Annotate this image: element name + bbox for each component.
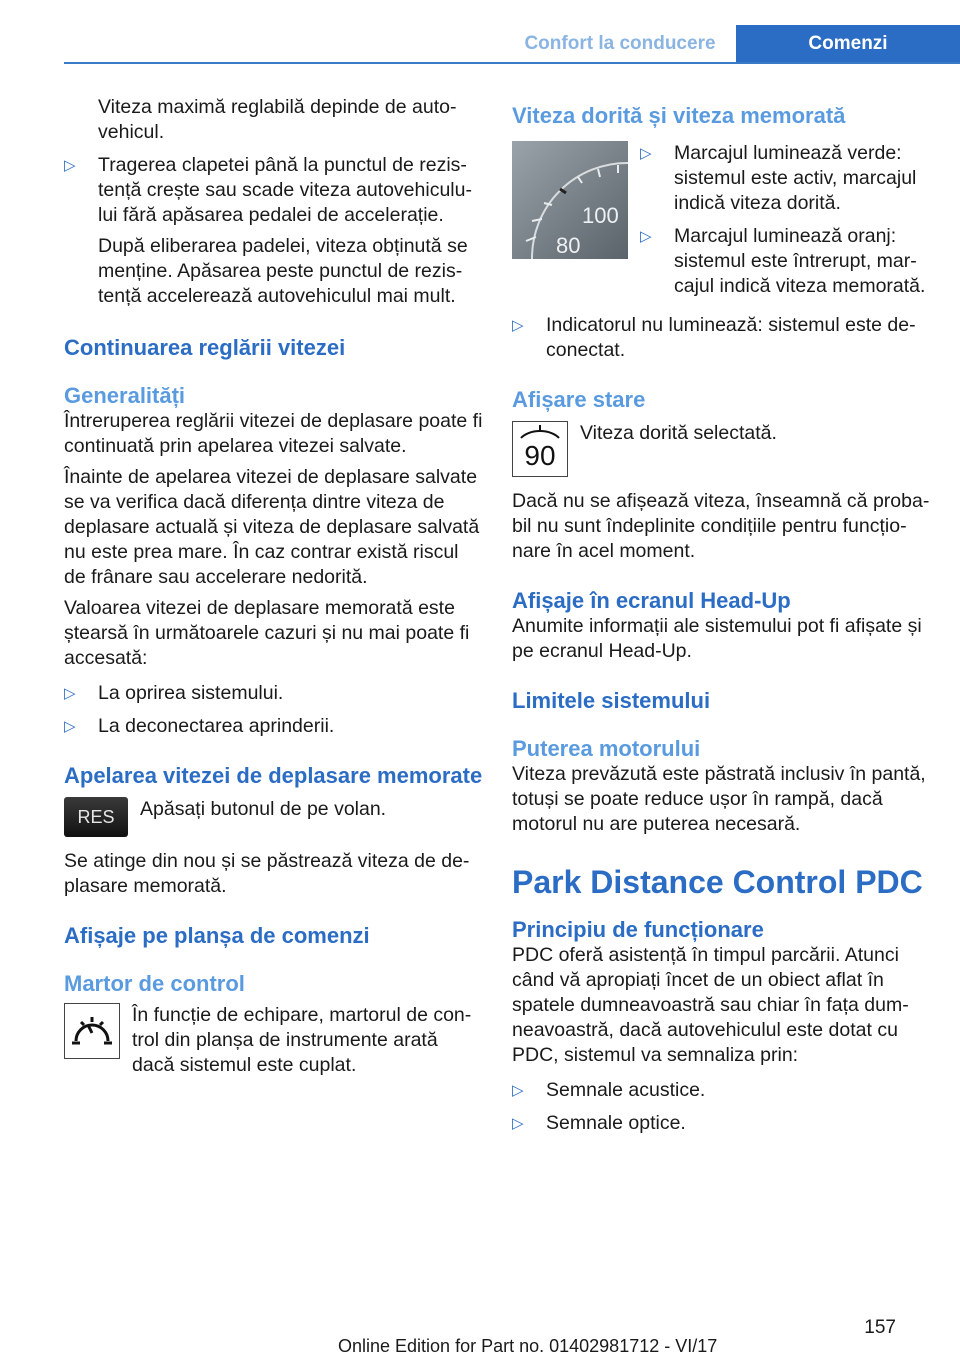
res-button-icon bbox=[64, 797, 128, 837]
heading-limits: Limitele sistemului bbox=[512, 688, 711, 713]
bullet-arrow-icon: ▷ bbox=[64, 157, 76, 174]
list-item bbox=[512, 1078, 932, 1103]
edition-note: Online Edition for Part no. 01402981712 - VI/17 bbox=[338, 1336, 718, 1356]
gauge-label-80: 80 bbox=[556, 233, 581, 258]
res-button-label: RES bbox=[77, 806, 115, 827]
list-item-text: Semnale optice. bbox=[546, 1112, 686, 1134]
list-item bbox=[640, 224, 932, 299]
paragraph: Anumite informații ale sistemului pot fi afișate și pe ecranul Head-Up. bbox=[512, 615, 922, 662]
intro-paragraph: Viteza maximă reglabilă depinde de auto-vehicul. bbox=[98, 96, 457, 143]
paragraph: Întreruperea reglării vitezei de deplasare poate fi continuată prin apelarea vitezei salvate. bbox=[64, 410, 483, 457]
list-item bbox=[640, 141, 932, 216]
list-item-text: Marcajul luminează verde: sistemul este activ, marcajul indică viteza dorită. bbox=[674, 142, 917, 214]
list-item-text: Marcajul luminează oranj: sistemul este întrerupt, mar-cajul indică viteza memorată. bbox=[674, 225, 926, 297]
status-row bbox=[512, 421, 932, 477]
paragraph: Înainte de apelarea vitezei de deplasare salvate se va verifica dacă diferența dintre viteza de deplasare actuală și viteza de deplasare salvată nu este prea mare. În caz contrar există riscul de frânare sau accelerare nedorită. bbox=[64, 466, 480, 588]
list-item-text: La oprirea sistemului. bbox=[98, 682, 284, 704]
list-item bbox=[64, 681, 484, 706]
heading-continue: Continuarea reglării vitezei bbox=[64, 335, 346, 360]
indicator-row bbox=[64, 1003, 484, 1078]
subheading-desired-speed: Viteza dorită și viteza memorată bbox=[512, 103, 846, 128]
bullet-arrow-icon: ▷ bbox=[512, 1115, 524, 1132]
subheading-indicator: Martor de control bbox=[64, 971, 245, 996]
chapter-tab: Comenzi bbox=[736, 25, 960, 62]
section-title: Confort la conducere bbox=[524, 33, 716, 54]
bullet-arrow-icon: ▷ bbox=[640, 145, 652, 162]
bullet-arrow-icon: ▷ bbox=[640, 228, 652, 245]
status-description: Viteza dorită selectată. bbox=[580, 422, 777, 444]
list-item bbox=[512, 313, 932, 363]
list-item bbox=[64, 153, 484, 309]
subheading-general: Generalități bbox=[64, 383, 186, 408]
list-item-text: Semnale acustice. bbox=[546, 1079, 706, 1101]
list-item-text: La deconectarea aprinderii. bbox=[98, 715, 335, 737]
chapter-heading-pdc: Park Distance Control PDC bbox=[512, 864, 923, 900]
subheading-headup: Afișaje în ecranul Head-Up bbox=[512, 588, 791, 613]
subheading-power: Puterea motorului bbox=[512, 736, 701, 761]
heading-principle: Principiu de funcționare bbox=[512, 917, 764, 942]
res-description: Apăsați butonul de pe volan. bbox=[140, 798, 387, 820]
list-item-text: După eliberarea padelei, viteza obținută se menține. Apăsarea peste punctul de rezis-tență accelerează autovehiculul mai mult. bbox=[98, 235, 468, 307]
bullet-arrow-icon: ▷ bbox=[64, 718, 76, 735]
status-speed-icon bbox=[512, 421, 568, 477]
subheading-status: Afișare stare bbox=[512, 387, 646, 412]
list-item bbox=[64, 714, 484, 739]
page-number: 157 bbox=[864, 1317, 896, 1338]
paragraph: Dacă nu se afișează viteza, înseamnă că proba-bil nu sunt îndeplinite condițiile pentru funcțio-nare în acel moment. bbox=[512, 490, 930, 562]
paragraph: Valoarea vitezei de deplasare memorată este ștearsă în următoarele cazuri și nu mai poate fi accesată: bbox=[64, 597, 470, 669]
list-item-text: Tragerea clapetei până la punctul de rezis-tență crește sau scade viteza autovehiculu-lui fără apăsarea pedalei de accelerație. bbox=[98, 154, 472, 226]
paragraph: PDC oferă asistență în timpul parcării. Atunci când vă apropiați încet de un obiect aflat în spatele dumneavoastră sau chiar în fața dum-neavoastră, dacă autovehiculul este dotat cu PDC, sistemul va semnaliza prin: bbox=[512, 944, 909, 1066]
res-row bbox=[64, 797, 484, 837]
speed-control-indicator-icon bbox=[64, 1003, 120, 1059]
paragraph: Viteza prevăzută este păstrată inclusiv în pantă, totuși se poate reduce ușor în rampă, dacă motorul nu are puterea necesară. bbox=[512, 763, 926, 835]
heading-recall: Apelarea vitezei de deplasare memorate bbox=[64, 763, 483, 788]
status-speed-value: 90 bbox=[524, 440, 556, 471]
speedometer-gauge-image bbox=[512, 141, 628, 259]
list-item bbox=[512, 1111, 932, 1136]
bullet-arrow-icon: ▷ bbox=[64, 685, 76, 702]
gauge-row bbox=[512, 141, 932, 299]
header-divider bbox=[64, 62, 960, 64]
indicator-description: În funcție de echipare, martorul de con-trol din planșa de instrumente arată dacă sistemul este cuplat. bbox=[132, 1004, 472, 1076]
paragraph: Se atinge din nou și se păstrează viteza de de-plasare memorată. bbox=[64, 850, 470, 897]
right-column bbox=[512, 95, 932, 1136]
gauge-label-100: 100 bbox=[582, 203, 619, 228]
bullet-arrow-icon: ▷ bbox=[512, 317, 524, 334]
list-item-text: Indicatorul nu luminează: sistemul este de-conectat. bbox=[546, 314, 916, 361]
heading-display: Afișaje pe planșa de comenzi bbox=[64, 923, 370, 948]
left-column bbox=[64, 95, 484, 1078]
bullet-arrow-icon: ▷ bbox=[512, 1082, 524, 1099]
